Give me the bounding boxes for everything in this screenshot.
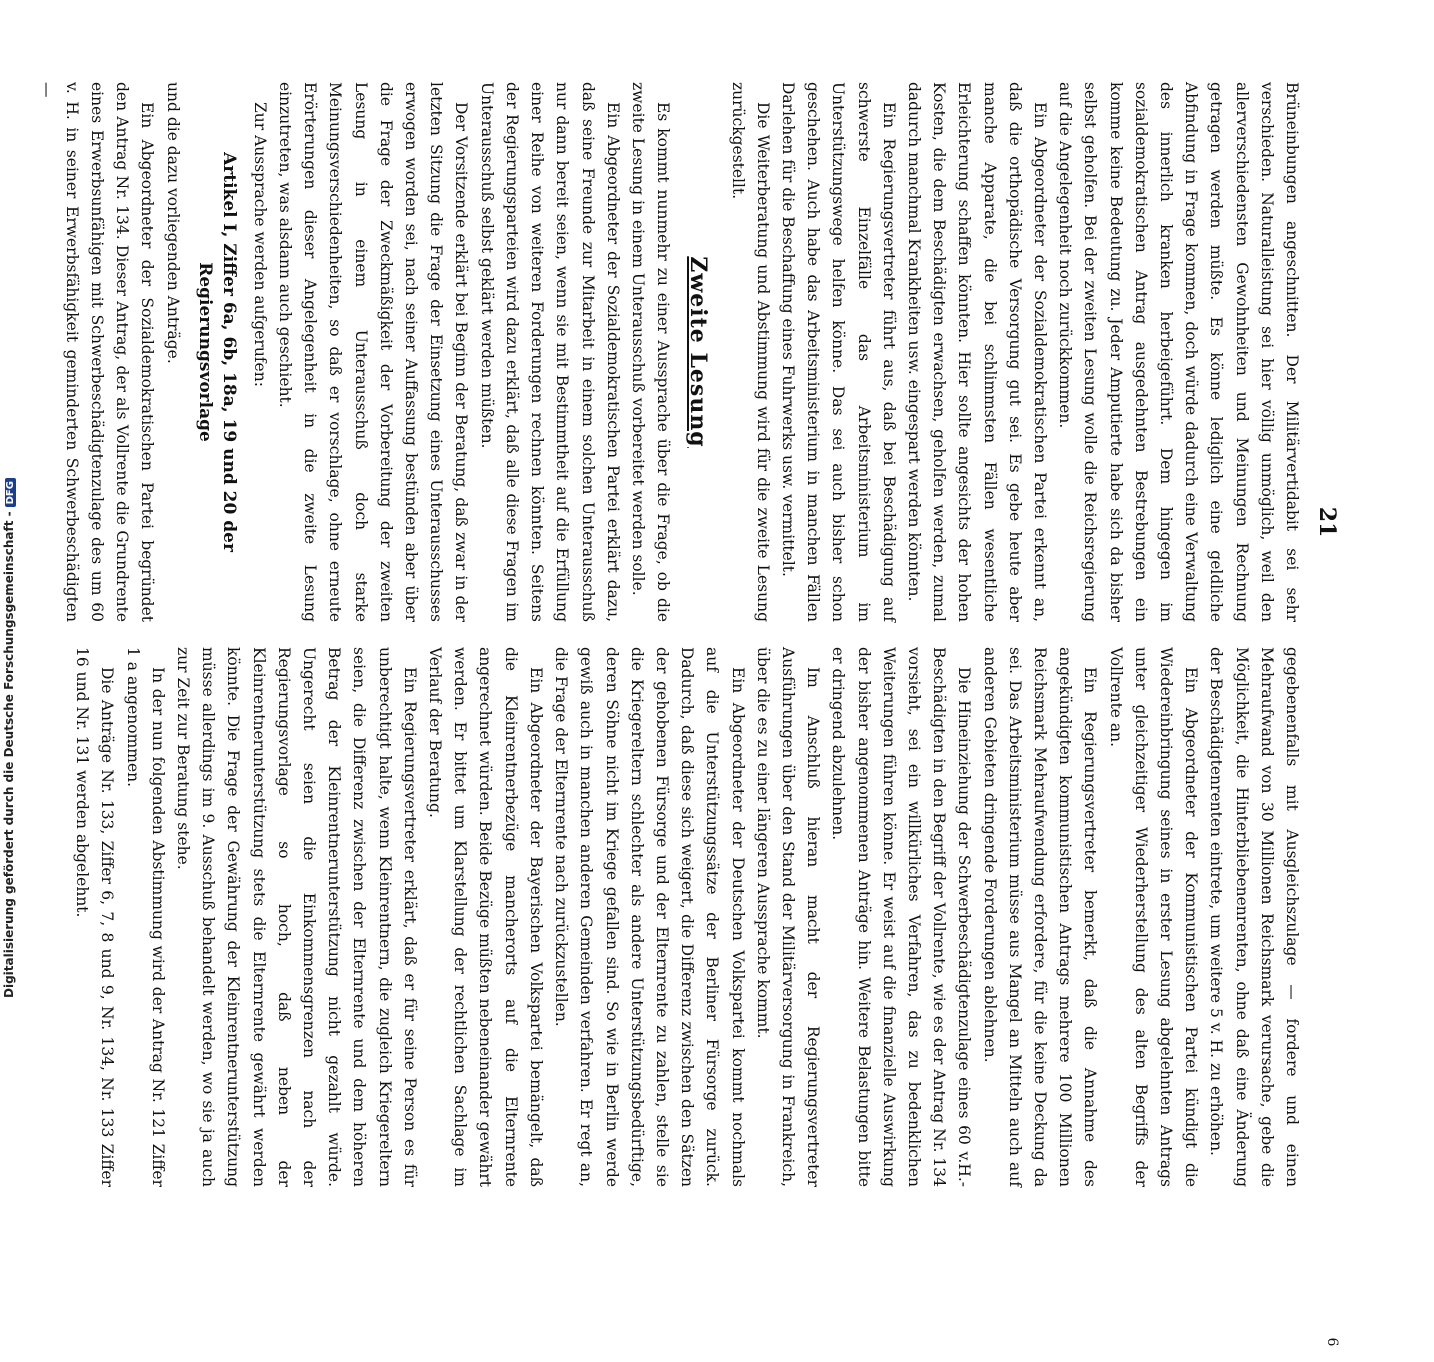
paragraph: Ein Abgeordneter der Sozialdemokratischen Partei begründet den Antrag Nr. 134. Dieser Antrag, der als Vollrente die Grundrente eines Erwerbsunfähigen mit Schwerbeschädigtenzulage des um 60 v. H. in seiner Erwerbsfähigkeit geminderten Schwerbeschädigten — <box>37 82 157 622</box>
paragraph: Ein Abgeordneter der Sozialdemokratischen Partei erklärt dazu, daß seine Freunde zur Mitarbeit in einem solchen Unterausschuß nur dann bereit seien, wenn sie mit Bestimmtheit auf die Erfüllung einer Reihe von weiteren Forderungen rechnen könnten. Seitens der Regierungsparteien wird dazu erklärt, daß alle diese Fragen im Unterausschuß selbst geklärt werden müßten. <box>477 82 622 622</box>
paragraph: Der Vorsitzende erklärt bei Beginn der Beratung, daß zwar in der letzten Sitzung die Frage der Einsetzung eines Unterausschusses erwogen worden sei, nach seiner Auffassung bestünden aber über die Frage der Zweckmäßigkeit der Vorbereitung der zweiten Lesung in einem Unterausschuß doch starke Meinungsverschiedenheiten, so daß er vorschlage, ohne erneute Erörterungen dieser Angelegenheit in die zweite Lesung einzutreten, was alsdann auch geschieht. <box>276 82 471 622</box>
paragraph: Die Anträge Nr. 133, Ziffer 6, 7, 8 und 9, Nr. 134, Nr. 133 Ziffer 16 und Nr. 131 werden abgelehnt. <box>73 647 117 1187</box>
signature-mark: 6 <box>1324 1337 1340 1347</box>
left-column <box>33 82 1304 622</box>
paragraph: Ein Regierungsvertreter führt aus, daß bei Beschädigung auf schwerste Einzelfälle das Arbeitsministerium im Unterstützungswege helfen könne. Das sei auch bisher schon geschehen. Auch habe das Arbeitsministerium in manchen Fällen Darlehen für die Beschaffung eines Fuhrwerks usw. vermittelt. <box>778 82 898 622</box>
caption-text: Digitalisierung gefördert durch die Deutsche Forschungsgemeinschaft - <box>2 511 16 998</box>
paragraph: In der nun folgenden Abstimmung wird der Antrag Nr. 121 Ziffer 1 a angenommen. <box>123 647 167 1187</box>
paragraph: und die dazu vorliegenden Anträge. <box>163 82 182 364</box>
article-heading: Artikel I, Ziffer 6a, 6b, 18a, 19 und 20 der Regierungsvorlage <box>194 152 239 552</box>
paragraph: Es kommt nunmehr zu einer Aussprache über die Frage, ob die zweite Lesung in einem Unterausschuß vorbereitet werden solle. <box>628 82 673 622</box>
paragraph: Ein Abgeordneter der Sozialdemokratischen Partei erkennt an, daß die orthopädische Versorgung gut sei. Es gebe heute aber manche Apparate, die bei schlimmsten Fällen wesentliche Erleichterung schaffen könnten. Hier sollte angesichts der hohen Kosten, die dem Beschädigten erwachsen, geholfen werden, zumal dadurch manchmal Krankheiten usw. eingespart werden könnten. <box>904 82 1049 622</box>
right-column <box>69 647 1304 1187</box>
page-number: 21 <box>1314 506 1340 538</box>
paragraph: Ein Abgeordneter der Bayerischen Volkspartei bemängelt, daß die Kleinrentnerbezüge mancherorts auf die Elternrente angerechnet würden. Beide Bezüge müßten nebeneinander gewährt werden. Er bittet um Klarstellung der rechtlichen Sachlage im Verlauf der Beratung. <box>426 647 545 1187</box>
paragraph: Im Anschluß hieran macht der Regierungsvertreter Ausführungen über den Stand der Militärversorgung in Frankreich, über die es zu einer längeren Aussprache kommt. <box>753 647 823 1187</box>
paragraph: Die Weiterberatung und Abstimmung wird für die zweite Lesung zurückgestellt. <box>728 82 772 622</box>
document-page <box>37 82 1342 1347</box>
paragraph: Ein Regierungsvertreter bemerkt, daß die Annahme des angekündigten kommunistischen Antrags mehrere 100 Millionen Reichsmark Mehraufwendung erfordere, für die keine Deckung da sei. Das Arbeitsministerium müsse aus Mangel an Mitteln auch auf anderen Gebieten dringende Forderungen ablehnen. <box>980 647 1100 1187</box>
paragraph: Ein Regierungsvertreter erklärt, daß er für seine Person es für unberechtigt halte, wenn Kleinrentnern, die zugleich Kriegereltern seien, die Differenz zwischen der Elternrente und dem höheren Betrag der Kleinrentnerunterstützung nicht gezahlt würde. Ungerecht seien die Einkommensgrenzen nach der Regierungsvorlage so hoch, daß neben der Kleinrentnerunterstützung stets die Elternrente gewährt werden könnte. Die Frage der Gewährung der Kleinrentnerunterstützung müsse allerdings im 9. Ausschuß behandelt werden, wo sie ja auch zur Zeit zur Beratung stehe. <box>174 647 419 1187</box>
dfg-logo: DFG <box>5 478 16 507</box>
paragraph: gegebenenfalls mit Ausgleichszulage — fordere und einen Mehraufwand von 30 Millionen Reichsmark verursache, gebe die Möglichkeit, die Hinterbliebenenrenten, ohne daß eine Änderung der Beschädigtenrenten eintrete, um weitere 5 v. H. zu erhöhen. <box>1207 647 1301 1187</box>
paragraph: Ein Abgeordneter der Kommunistischen Partei kündigt die Wiedereinbringung seines in erster Lesung abgelehnten Antrags unter gleichzeitiger Wiederherstellung des alten Begriffs der Vollrente an. <box>1106 647 1201 1187</box>
paragraph: Zur Aussprache werden aufgerufen: <box>250 102 269 387</box>
digitization-caption <box>2 478 16 998</box>
paragraph: Die Hineinziehung der Schwerbeschädigtenzulage eines 60 v.H.-Beschädigten in den Begriff der Vollrente, wie es der Antrag Nr. 134 vorsieht, sei ein willkürliches Verfahren, das zu bedenklichen Weiterungen führen könne. Er weist auf die finanzielle Auswirkung der bisher angenommenen Anträge hin. Weitere Belastungen bitte er dringend abzulehnen. <box>829 647 974 1187</box>
paragraph: Brüneinbungen angeschnitten. Der Militärvertidabit sei sehr verschieden. Naturalleistung sei hier völlig unmöglich, weil den allerverschiedensten Gewohnheiten und Meinungen Rechnung getragen werden müßte. Es könne lediglich eine geldliche Abfindung in Frage kommen, doch würde dadurch eine Verwaltung des innerlich kranken herbeigeführt. Dem hingegen im sozialdemokratischen Antrag ausgedehnten Bestrebungen ein komme keine Bedeutung zu. Jeder Amputierte habe sich da bisher selbst geholfen. Bei der zweiten Lesung wolle die Reichsregierung auf die Angelegenheit noch zurückkommen. <box>1056 82 1301 622</box>
section-heading: Zweite Lesung <box>685 256 712 448</box>
paragraph: Ein Abgeordneter der Deutschen Volkspartei kommt nochmals auf die Unterstützungssätze der Berliner Fürsorge zurück. Dadurch, daß diese sich weigert, die Differenz zwischen den Sätzen der gehobenen Fürsorge und der Elternrente zu zahlen, stelle sie die Kriegereltern schlechter als andere Unterstützungsbedürftige, deren Söhne nicht im Kriege gefallen sind. So wie in Berlin werde gewiß auch in manchen anderen Gemeinden verfahren. Er regt an, die Frage der Elternrente nach zurückzustellen. <box>552 647 747 1187</box>
